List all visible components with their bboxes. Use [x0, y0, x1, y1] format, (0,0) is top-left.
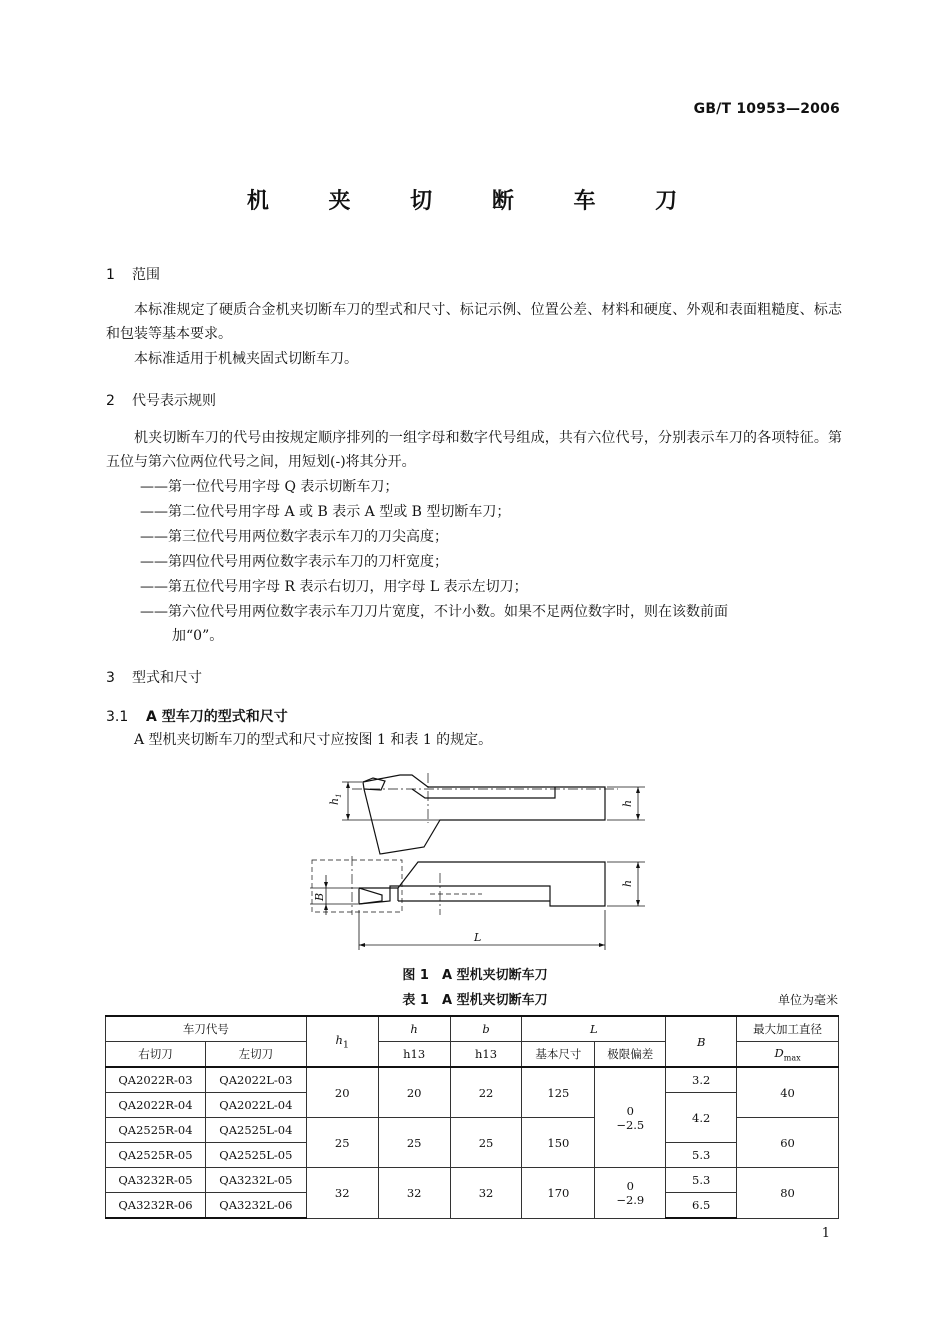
document-title: 机 夹 切 断 车 刀 [246, 189, 704, 214]
cell-dmax: 40 [737, 1067, 839, 1118]
cell-right-code: QA3232R-05 [106, 1168, 206, 1193]
cell-left-code: QA2525L-05 [205, 1143, 306, 1168]
header-code: 车刀代号 [106, 1016, 307, 1042]
cell-dmax: 60 [737, 1118, 839, 1168]
side-arrows [324, 862, 640, 947]
header-h1: $h_1$ [306, 1016, 378, 1067]
arrow [599, 943, 605, 947]
cell-b: 25 [450, 1118, 522, 1168]
header-L-deviation: 极限偏差 [595, 1042, 666, 1068]
cell-B: 5.3 [666, 1143, 737, 1168]
header-h: h [378, 1016, 450, 1042]
cutting-tool-drawing [300, 765, 650, 960]
cell-right-code: QA2525R-04 [106, 1118, 206, 1143]
standard-number: GB/T 10953—2006 [693, 101, 840, 117]
list-item: ——第二位代号用字母 A 或 B 表示 A 型或 B 型切断车刀； [140, 504, 511, 520]
cell-L-deviation: 0 −2.5 [595, 1067, 666, 1168]
side-insert-outline [359, 888, 382, 904]
header-left-cut: 左切刀 [205, 1042, 306, 1068]
cell-h1: 32 [306, 1168, 378, 1219]
table-caption: 表 1 A 型机夹切断车刀 [402, 993, 548, 1008]
cell-left-code: QA3232L-05 [205, 1168, 306, 1193]
subsection-3-1-heading [106, 706, 288, 726]
header-dmax-symbol: $D_{max}$ [737, 1042, 839, 1068]
section-number: 2 [106, 393, 115, 409]
section-1-paragraph-1: 本标准规定了硬质合金机夹切断车刀的型式和尺寸、标记示例、位置公差、材料和硬度、外观和表面粗糙度、标志和包装等基本要求。 [106, 302, 842, 342]
table-header-row [106, 1016, 839, 1042]
page-number: 1 [821, 1226, 830, 1241]
cell-B: 3.2 [666, 1067, 737, 1093]
table-row [106, 1067, 839, 1093]
arrow [324, 882, 328, 888]
cell-right-code: QA3232R-06 [106, 1193, 206, 1219]
cell-right-code: QA2022R-04 [106, 1093, 206, 1118]
list-item: ——第四位代号用两位数字表示车刀的刀杆宽度； [140, 554, 448, 570]
cell-left-code: QA2525L-04 [205, 1118, 306, 1143]
list-item-continuation: 加“0”。 [172, 628, 224, 644]
cell-B: 4.2 [666, 1093, 737, 1143]
cell-left-code: QA3232L-06 [205, 1193, 306, 1219]
arrow [636, 814, 640, 820]
subsection-title: A 型车刀的型式和尺寸 [146, 709, 288, 725]
section-1-heading [106, 264, 160, 284]
arrow [359, 943, 365, 947]
cell-L: 150 [522, 1118, 595, 1168]
cell-right-code: QA2022R-03 [106, 1067, 206, 1093]
cell-dmax: 80 [737, 1168, 839, 1219]
section-number: 3 [106, 670, 115, 686]
cell-b: 22 [450, 1067, 522, 1118]
cell-h: 25 [378, 1118, 450, 1168]
spec-table [105, 1015, 839, 1219]
cell-right-code: QA2525R-05 [106, 1143, 206, 1168]
section-title: 范围 [132, 267, 160, 283]
cell-L: 125 [522, 1067, 595, 1118]
unit-note: 单位为毫米 [777, 993, 838, 1007]
header-b: b [450, 1016, 522, 1042]
list-item: ——第一位代号用字母 Q 表示切断车刀； [140, 479, 399, 495]
subsection-number: 3.1 [106, 709, 129, 725]
arrow [346, 782, 350, 788]
header-h-tolerance: h13 [378, 1042, 450, 1068]
label-L: L [474, 931, 482, 944]
cell-B: 5.3 [666, 1168, 737, 1193]
side-view [359, 862, 605, 906]
header-right-cut: 右切刀 [106, 1042, 206, 1068]
section-2-paragraph: 机夹切断车刀的代号由按规定顺序排列的一组字母和数字代号组成，共有六位代号，分别表示车刀的各项特征。第五位与第六位两位代号之间，用短划(-)将其分开。 [106, 430, 842, 470]
arrow [636, 862, 640, 868]
top-view [363, 775, 605, 854]
section-2-heading [106, 390, 216, 410]
section-number: 1 [106, 267, 115, 283]
label-h1: $h_1$ [328, 793, 343, 805]
arrow [636, 787, 640, 793]
header-B: B [666, 1016, 737, 1067]
label-h-side: h [621, 879, 634, 887]
label-B: B [313, 892, 326, 901]
section-title: 代号表示规则 [132, 393, 216, 409]
cell-h1: 25 [306, 1118, 378, 1168]
header-L: L [522, 1016, 666, 1042]
top-view-outline [363, 775, 605, 854]
label-h-top: h [621, 799, 634, 807]
subsection-3-1-paragraph: A 型机夹切断车刀的型式和尺寸应按图 1 和表 1 的规定。 [134, 732, 493, 748]
cell-h1: 20 [306, 1067, 378, 1118]
top-arrows [346, 782, 640, 820]
figure-caption: 图 1 A 型机夹切断车刀 [402, 968, 548, 983]
arrow [346, 814, 350, 820]
side-view-outline [359, 862, 605, 906]
cell-left-code: QA2022L-04 [205, 1093, 306, 1118]
header-dmax: 最大加工直径 [737, 1016, 839, 1042]
header-L-basic: 基本尺寸 [522, 1042, 595, 1068]
top-dimensions [342, 782, 645, 820]
arrow [324, 904, 328, 910]
cell-B: 6.5 [666, 1193, 737, 1219]
section-1-paragraph-2: 本标准适用于机械夹固式切断车刀。 [134, 351, 358, 367]
section-3-heading [106, 667, 202, 687]
cell-h: 20 [378, 1067, 450, 1118]
cell-L-deviation: 0 −2.9 [595, 1168, 666, 1219]
list-item: ——第六位代号用两位数字表示车刀刀片宽度，不计小数。如果不足两位数字时，则在该数前面 [140, 604, 728, 620]
section-title: 型式和尺寸 [132, 670, 202, 686]
list-item: ——第五位代号用字母 R 表示右切刀，用字母 L 表示左切刀； [140, 579, 528, 595]
cell-L: 170 [522, 1168, 595, 1219]
cell-b: 32 [450, 1168, 522, 1219]
cell-h: 32 [378, 1168, 450, 1219]
arrow [636, 900, 640, 906]
list-item: ——第三位代号用两位数字表示车刀的刀尖高度； [140, 529, 448, 545]
dimension-labels [313, 793, 634, 944]
table-row [106, 1168, 839, 1193]
cell-left-code: QA2022L-03 [205, 1067, 306, 1093]
header-b-tolerance: h13 [450, 1042, 522, 1068]
